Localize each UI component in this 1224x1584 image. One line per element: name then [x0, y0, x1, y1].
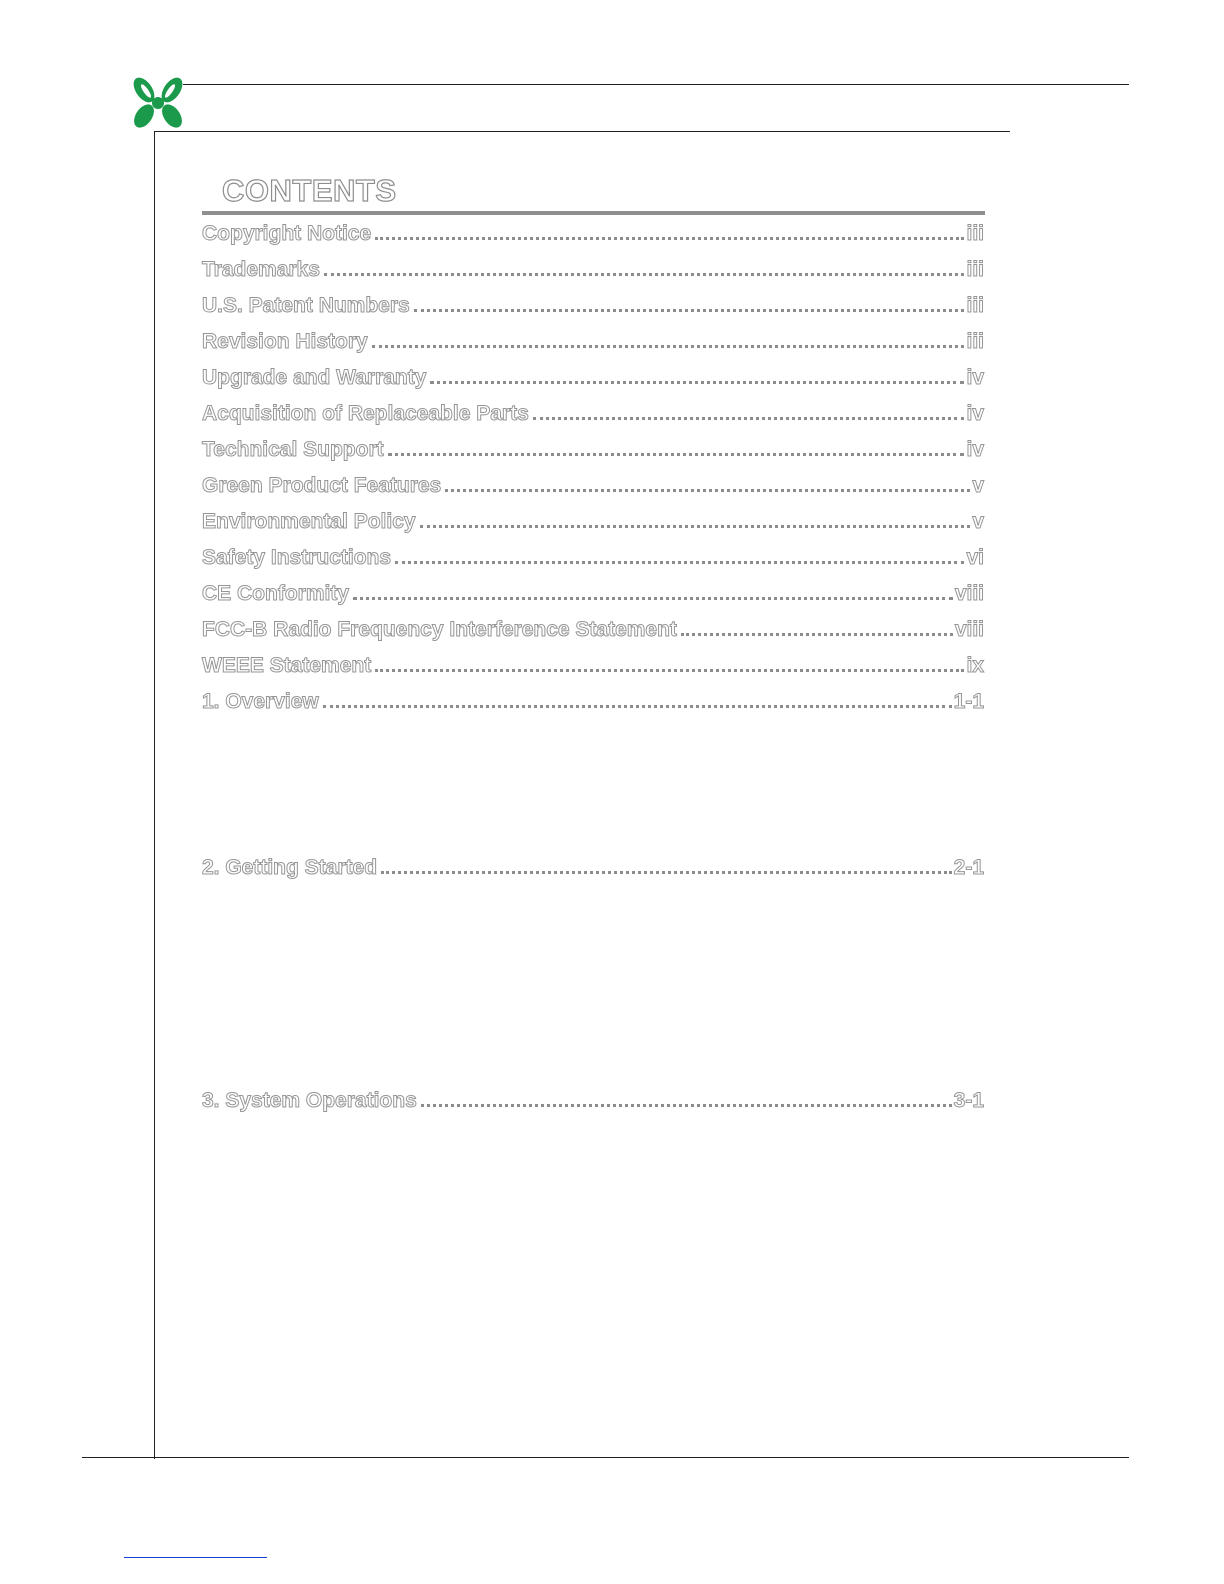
toc-entry[interactable]: [202, 218, 984, 246]
toc-entry-label: 1. Overview: [202, 690, 319, 713]
toc-entry[interactable]: [202, 1085, 984, 1113]
toc-entry-label: 2. Getting Started: [202, 856, 378, 879]
toc-dot-leader: [681, 633, 953, 636]
toc-dot-leader: [430, 381, 964, 384]
toc-entry-label: Green Product Features: [202, 474, 442, 497]
toc-entry[interactable]: [202, 578, 984, 606]
toc-entry[interactable]: [202, 290, 984, 318]
toc-entry[interactable]: [202, 434, 984, 462]
toc-entry[interactable]: [202, 852, 984, 880]
toc-entry-page: iii: [966, 258, 984, 281]
toc-entry[interactable]: [202, 254, 984, 282]
toc-entry-page: iii: [966, 222, 984, 245]
header-rule: [183, 84, 1129, 85]
toc-entry-page: 2-1: [953, 856, 984, 879]
toc-dot-leader: [375, 237, 964, 240]
toc-dot-leader: [353, 597, 953, 600]
toc-entry-page: vi: [966, 546, 984, 569]
toc-dot-leader: [420, 525, 971, 528]
toc-dot-leader: [533, 417, 965, 420]
page-title: CONTENTS: [222, 173, 397, 208]
toc-entry[interactable]: [202, 362, 984, 390]
toc-entry-page: viii: [954, 618, 984, 641]
toc-entry-page: v: [972, 510, 984, 533]
footer-link-underline[interactable]: [124, 1557, 267, 1558]
toc-entry[interactable]: [202, 650, 984, 678]
toc-dot-leader: [445, 489, 970, 492]
footer-rule: [82, 1457, 1129, 1458]
toc-entry-label: 3. System Operations: [202, 1089, 417, 1112]
toc-entry-page: iii: [966, 294, 984, 317]
toc-entry-label: WEEE Statement: [202, 654, 372, 677]
toc-entry[interactable]: [202, 398, 984, 426]
toc-entry-label: Safety Instructions: [202, 546, 392, 569]
toc-entry[interactable]: [202, 326, 984, 354]
toc-entry-page: ix: [966, 654, 984, 677]
toc-entry[interactable]: [202, 614, 984, 642]
toc-entry-page: iv: [966, 438, 984, 461]
content-top-rule: [154, 131, 1010, 132]
toc-entry-label: Trademarks: [202, 258, 320, 281]
title-underline: [202, 211, 985, 215]
toc-entry[interactable]: [202, 542, 984, 570]
toc-dot-leader: [323, 705, 952, 708]
toc-dot-leader: [395, 561, 964, 564]
toc-entry[interactable]: [202, 506, 984, 534]
toc-dot-leader: [375, 669, 964, 672]
toc-entry-page: 3-1: [953, 1089, 984, 1112]
toc-entry-label: Environmental Policy: [202, 510, 416, 533]
toc-entry-page: iii: [966, 330, 984, 353]
toc-entry[interactable]: [202, 686, 984, 714]
toc-entry-label: Copyright Notice: [202, 222, 372, 245]
toc-entry-label: Technical Support: [202, 438, 384, 461]
toc-dot-leader: [372, 345, 965, 348]
toc-entry-label: CE Conformity: [202, 582, 349, 605]
toc-dot-leader: [324, 273, 965, 276]
toc-entry[interactable]: [202, 470, 984, 498]
toc-dot-leader: [388, 453, 965, 456]
clover-logo-icon: [124, 74, 190, 130]
toc-entry-page: iv: [966, 402, 984, 425]
toc-entry-page: viii: [954, 582, 984, 605]
toc-dot-leader: [381, 871, 952, 874]
toc-entry-label: Acquisition of Replaceable Parts: [202, 402, 529, 425]
toc-entry-label: Upgrade and Warranty: [202, 366, 427, 389]
toc-dot-leader: [414, 309, 965, 312]
toc-entry-page: v: [972, 474, 984, 497]
toc-entry-label: U.S. Patent Numbers: [202, 294, 410, 317]
left-margin-rule: [154, 131, 155, 1459]
toc-entry-label: Revision History: [202, 330, 368, 353]
toc-dot-leader: [421, 1104, 952, 1107]
toc-entry-page: 1-1: [953, 690, 984, 713]
toc-entry-page: iv: [966, 366, 984, 389]
toc-entry-label: FCC-B Radio Frequency Interference Statement: [202, 618, 677, 641]
